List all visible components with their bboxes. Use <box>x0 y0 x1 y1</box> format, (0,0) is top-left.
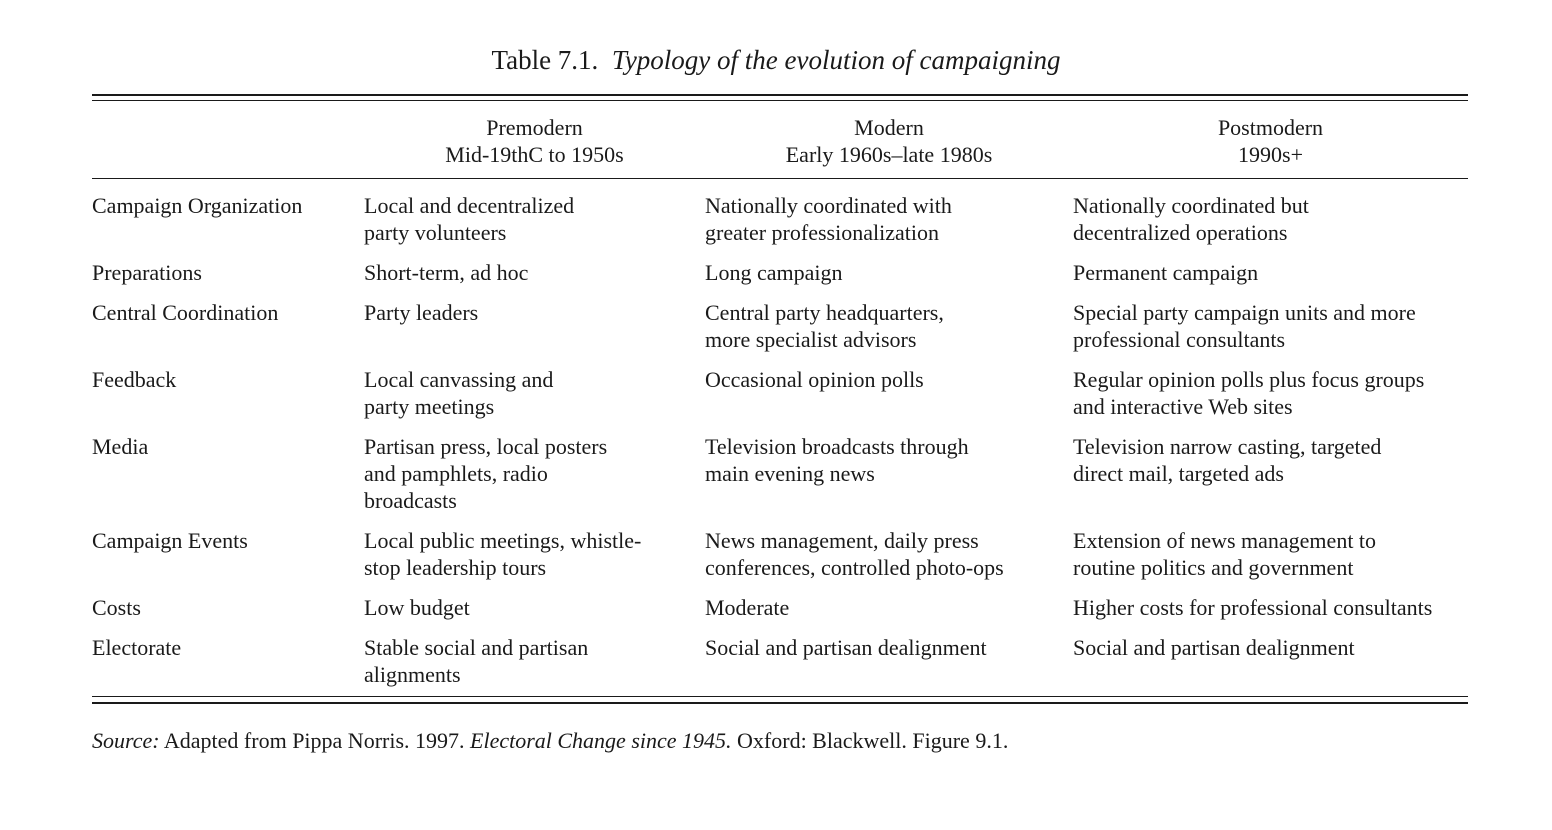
bottom-rule-outer <box>92 702 1468 704</box>
cell-text-line: Special party campaign units and more <box>1073 300 1416 325</box>
table-cell <box>705 299 1073 366</box>
table-cell <box>1073 634 1468 688</box>
cell-text-line: Local public meetings, whistle- <box>364 528 642 553</box>
cell-text-line: stop leadership tours <box>364 555 547 580</box>
table-title: Typology of the evolution of campaigning <box>611 45 1061 75</box>
row-label-header <box>92 114 364 170</box>
cell-text-line: Television narrow casting, targeted <box>1073 434 1382 459</box>
table-cell <box>364 594 705 634</box>
cell-text-line: Nationally coordinated but <box>1073 193 1309 218</box>
row-label: Media <box>92 434 149 459</box>
cell-text-line: Local canvassing and <box>364 367 554 392</box>
table-row <box>92 433 1468 527</box>
cell-text-line: Television broadcasts through <box>705 434 969 459</box>
header-rule <box>92 178 1468 179</box>
table-cell <box>364 527 705 594</box>
cell-text-line: Nationally coordinated with <box>705 193 952 218</box>
cell-text-line: professional consultants <box>1073 327 1286 352</box>
column-header-premodern <box>364 114 705 170</box>
cell-text-line: Regular opinion polls plus focus groups <box>1073 367 1425 392</box>
cell-text-line: party volunteers <box>364 220 507 245</box>
column-name: Postmodern <box>1217 115 1324 140</box>
cell-text-line: Extension of news management to <box>1073 528 1377 553</box>
table-cell <box>705 192 1073 259</box>
top-rule-outer <box>92 94 1468 96</box>
cell-text-line: conferences, controlled photo-ops <box>705 555 1004 580</box>
cell-text-line: alignments <box>364 662 461 687</box>
table-cell <box>364 192 705 259</box>
table-cell <box>364 366 705 433</box>
table-cell <box>364 634 705 688</box>
column-header-row <box>92 114 1468 170</box>
cell-text-line: News management, daily press <box>705 528 979 553</box>
table-cell <box>1073 192 1468 259</box>
cell-text-line: Social and partisan dealignment <box>1073 635 1355 660</box>
cell-text-line: Central party headquarters, <box>705 300 944 325</box>
table-cell <box>364 259 705 299</box>
table-cell <box>705 259 1073 299</box>
top-rule-inner <box>92 100 1468 101</box>
table-cell <box>1073 433 1468 527</box>
table-cell <box>705 634 1073 688</box>
column-header-modern <box>705 114 1073 170</box>
table-row <box>92 634 1468 688</box>
column-period: 1990s+ <box>1238 142 1303 167</box>
table-row <box>92 299 1468 366</box>
table-cell <box>1073 299 1468 366</box>
cell-text-line: broadcasts <box>364 488 457 513</box>
cell-text-line: Stable social and partisan <box>364 635 589 660</box>
row-label: Costs <box>92 595 141 620</box>
source-note <box>92 726 1008 756</box>
cell-text-line: direct mail, targeted ads <box>1073 461 1284 486</box>
table-row <box>92 527 1468 594</box>
cell-text-line: Low budget <box>364 595 470 620</box>
cell-text-line: Long campaign <box>705 260 843 285</box>
row-label: Electorate <box>92 635 182 660</box>
table-cell <box>1073 366 1468 433</box>
source-text-after: Oxford: Blackwell. Figure 9.1. <box>731 728 1009 753</box>
typology-table-body <box>92 192 1468 688</box>
source-book-title: Electoral Change since 1945. <box>470 728 732 753</box>
cell-text-line: party meetings <box>364 394 495 419</box>
cell-text-line: Moderate <box>705 595 790 620</box>
cell-text-line: Social and partisan dealignment <box>705 635 987 660</box>
column-header-postmodern <box>1073 114 1468 170</box>
source-text-before: Adapted from Pippa Norris. 1997. <box>159 728 471 753</box>
row-label: Central Coordination <box>92 300 279 325</box>
cell-text-line: main evening news <box>705 461 875 486</box>
source-label: Source: <box>92 728 160 753</box>
cell-text-line: decentralized operations <box>1073 220 1288 245</box>
table-cell <box>1073 594 1468 634</box>
table-number: Table 7.1. <box>491 45 599 75</box>
row-label: Feedback <box>92 367 177 392</box>
cell-text-line: and pamphlets, radio <box>364 461 548 486</box>
table-row <box>92 259 1468 299</box>
row-label: Campaign Organization <box>92 193 303 218</box>
cell-text-line: and interactive Web sites <box>1073 394 1293 419</box>
row-label: Campaign Events <box>92 528 248 553</box>
table-row <box>92 594 1468 634</box>
table-cell <box>1073 527 1468 594</box>
cell-text-line: routine politics and government <box>1073 555 1354 580</box>
column-name: Premodern <box>486 115 583 140</box>
table-cell <box>705 594 1073 634</box>
table-cell <box>705 366 1073 433</box>
cell-text-line: Occasional opinion polls <box>705 367 924 392</box>
cell-text-line: Higher costs for professional consultants <box>1073 595 1433 620</box>
column-period: Early 1960s–late 1980s <box>785 142 993 167</box>
table-cell <box>364 299 705 366</box>
cell-text-line: Short-term, ad hoc <box>364 260 529 285</box>
table-row <box>92 366 1468 433</box>
table-caption <box>0 42 1552 78</box>
table-row <box>92 192 1468 259</box>
cell-text-line: Permanent campaign <box>1073 260 1259 285</box>
table-cell <box>705 433 1073 527</box>
row-label: Preparations <box>92 260 202 285</box>
column-name: Modern <box>854 115 924 140</box>
table-cell <box>1073 259 1468 299</box>
cell-text-line: Party leaders <box>364 300 479 325</box>
table-cell <box>705 527 1073 594</box>
cell-text-line: Partisan press, local posters <box>364 434 608 459</box>
cell-text-line: more specialist advisors <box>705 327 917 352</box>
table-cell <box>364 433 705 527</box>
column-period: Mid-19thC to 1950s <box>445 142 624 167</box>
cell-text-line: greater professionalization <box>705 220 939 245</box>
cell-text-line: Local and decentralized <box>364 193 575 218</box>
bottom-rule-inner <box>92 696 1468 697</box>
